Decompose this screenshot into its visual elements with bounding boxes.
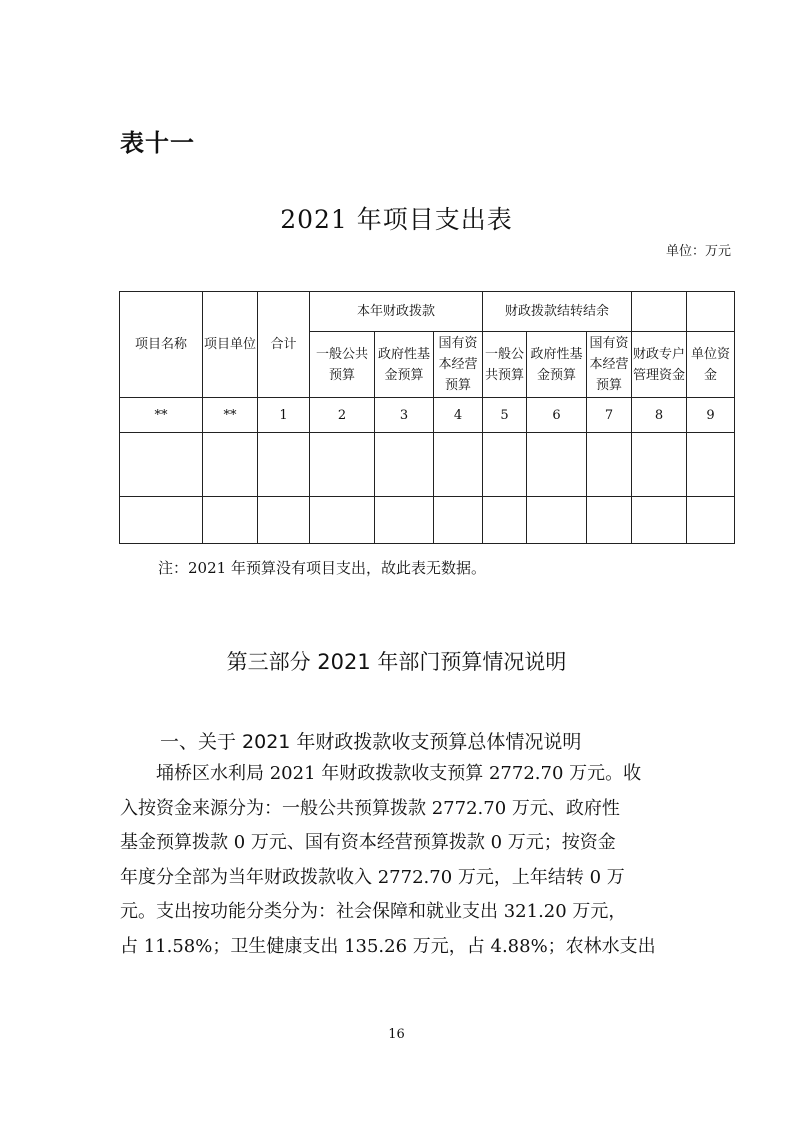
index-cell: 9 (687, 398, 735, 433)
empty-cell (687, 433, 735, 497)
paragraph-line: 入按资金来源分为：一般公共预算拨款 2772.70 万元、政府性 (120, 797, 620, 819)
index-cell: 6 (527, 398, 587, 433)
header-blank (632, 292, 687, 332)
empty-cell (687, 497, 735, 544)
header-carryover-balance: 财政拨款结转结余 (483, 292, 632, 332)
index-cell: 5 (483, 398, 527, 433)
project-expenditure-table (119, 291, 735, 544)
index-cell: ** (203, 398, 258, 433)
empty-cell (632, 433, 687, 497)
paragraph-line: 基金预算拨款 0 万元、国有资本经营预算拨款 0 万元；按资金 (120, 832, 616, 853)
empty-cell (375, 497, 434, 544)
empty-cell (120, 433, 203, 497)
empty-cell (483, 433, 527, 497)
header-cy-gov-fund: 政府性基金预算 (527, 332, 587, 398)
part-title: 第三部分 2021 年部门预算情况说明 (226, 650, 567, 674)
page-number: 16 (388, 1027, 405, 1042)
index-cell: 1 (258, 398, 310, 433)
empty-cell (258, 433, 310, 497)
header-project-name: 项目名称 (120, 292, 203, 398)
body-paragraph (120, 757, 720, 964)
empty-cell (310, 497, 375, 544)
header-project-unit: 项目单位 (203, 292, 258, 398)
index-cell: 2 (310, 398, 375, 433)
index-cell: 3 (375, 398, 434, 433)
empty-cell (587, 497, 632, 544)
empty-cell (310, 433, 375, 497)
empty-cell (587, 433, 632, 497)
header-current-year-appropriation: 本年财政拨款 (310, 292, 483, 332)
paragraph-line: 元。支出按功能分类分为：社会保障和就业支出 321.20 万元， (120, 901, 627, 922)
table-row (120, 433, 735, 497)
index-cell: 4 (434, 398, 483, 433)
table-row (120, 398, 735, 433)
empty-cell (434, 433, 483, 497)
header-gov-fund: 政府性基金预算 (375, 332, 434, 398)
empty-cell (258, 497, 310, 544)
header-special-account: 财政专户管理资金 (632, 332, 687, 398)
empty-cell (203, 497, 258, 544)
index-cell: 8 (632, 398, 687, 433)
unit-label: 单位：万元 (665, 244, 731, 259)
header-blank (687, 292, 735, 332)
empty-cell (434, 497, 483, 544)
empty-cell (483, 497, 527, 544)
paragraph-line: 占 11.58%；卫生健康支出 135.26 万元，占 4.88%；农林水支出 (120, 935, 656, 957)
header-unit-funds: 单位资金 (687, 332, 735, 398)
table-note: 注：2021 年预算没有项目支出，故此表无数据。 (158, 559, 486, 577)
table-row (120, 497, 735, 544)
index-cell: ** (120, 398, 203, 433)
index-cell: 7 (587, 398, 632, 433)
table-label: 表十一 (120, 129, 195, 157)
section-title: 一、关于 2021 年财政拨款收支预算总体情况说明 (160, 731, 582, 753)
empty-cell (527, 433, 587, 497)
header-total: 合计 (258, 292, 310, 398)
header-cy-state-capital: 国有资本经营预算 (587, 332, 632, 398)
empty-cell (527, 497, 587, 544)
paragraph-line: 埇桥区水利局 2021 年财政拨款收支预算 2772.70 万元。收 (156, 763, 642, 784)
paragraph-line: 年度分全部为当年财政拨款收入 2772.70 万元，上年结转 0 万 (120, 866, 625, 888)
empty-cell (203, 433, 258, 497)
header-cy-general-budget: 一般公共预算 (483, 332, 527, 398)
header-general-budget: 一般公共预算 (310, 332, 375, 398)
document-title: 2021 年项目支出表 (280, 205, 513, 234)
empty-cell (120, 497, 203, 544)
header-state-capital: 国有资本经营预算 (434, 332, 483, 398)
empty-cell (632, 497, 687, 544)
empty-cell (375, 433, 434, 497)
